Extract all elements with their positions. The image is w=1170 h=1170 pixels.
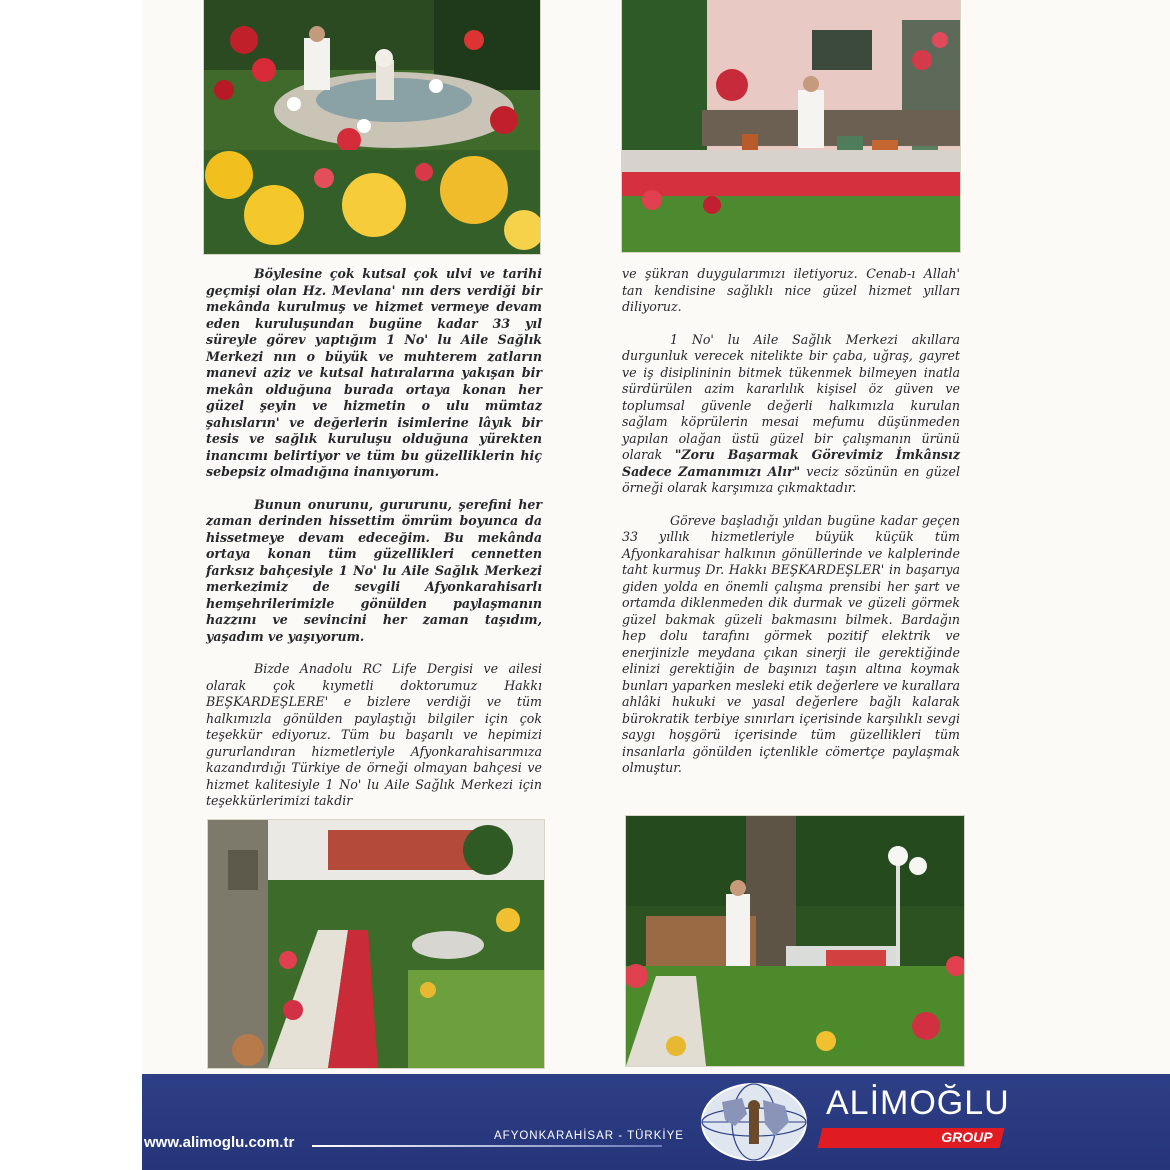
group-badge [818, 1128, 1005, 1148]
right-paragraph-2 [622, 332, 960, 497]
right-paragraph-2-b: veciz sözünün en güzel örneği olarak karşımıza çıkmaktadır. [622, 463, 960, 495]
footer-banner [142, 1074, 1170, 1170]
footer-divider [312, 1145, 662, 1147]
photo-doctor-building [622, 0, 960, 252]
left-paragraph-3: Bizde Anadolu RC Life Dergisi ve ailesi olarak çok kıymetli doktorumuz Hakkı BEŞKARDEŞLERE' e bizlere verdiği ve tüm halkımızla gönülden paylaştığı bilgiler için çok teşekkür ediyoruz. Tüm bu başarılı ve hepimizi gururlandıran hizmetleriyle Afyonkarahisarımıza kazandırdığı Türkiye de örneği olmayan bahçesi ve hizmet kalitesiyle 1 No' lu Aile Sağlık Merkezi için teşekkürlerimizi takdir [206, 661, 542, 808]
photo-doctor-garden-tree [626, 816, 964, 1066]
left-paragraph-1: Böylesine çok kutsal çok ulvi ve tarihi geçmişi olan Hz. Mevlana' nın ders verdiği bir mekânda kurulmuş ve hizmet vermeye devam eden kuruluşundan bugüne kadar 33 yıl süreyle görev yaptığım 1 No' lu Aile Sağlık Merkezi nın o büyük ve muhterem zatların manevi aziz ve kutsal hatıralarına yakışan bir mekân olduğuna burada ortaya konan her güzel şeyin ve hizmetin o ulu mümtaz şahısların' ve değerlerin isimlerine lâyık bir tesis ve sağlık kuruluşu olduğuna yürekten inancımı belirtiyor ve tüm bu güzelliklerin hiç sebepsiz olmadığına inanıyorum. [206, 266, 542, 479]
group-label: GROUP [940, 1129, 993, 1145]
right-paragraph-2-a: 1 No' lu Aile Sağlık Merkezi akıllara durgunluk verecek nitelikte bir çaba, uğraş, gayret ve iş disiplininin bitmek tükenmek bilmeyen inatla sürdürülen azim kararlılık kişisel öz güven ve toplumsal güvenle değerli halkımızla kurulan sağlam köprülerin mesai mefumu düşünmeden yapılan olağan üstü güzel bir çalışmanın ürünü olarak [622, 331, 960, 462]
brand-logo: ALİMOĞLU [826, 1084, 1010, 1122]
photo-garden-path [208, 820, 544, 1068]
right-text-column [622, 266, 960, 793]
location-label: AFYONKARAHİSAR - TÜRKİYE [494, 1130, 684, 1142]
right-paragraph-3: Göreve başladığı yıldan bugüne kadar geçen 33 yıllık hizmetleriyle büyük küçük tüm Afyonkarahisar halkının gönüllerinde ve kalplerinde taht kurmuş Dr. Hakkı BEŞKARDEŞLER' in başarıya giden yolda en önemli çalışma prensibi her şart ve ortamda diklenmeden dik durmak ve güzeli görmek güzel bakmak güzeli bakmasını bilmek. Bardağın hep dolu tarafını görmek pozitif elektrik ve enerjinizle meydana çıkan sinerji ile gerektiğinde elinizi gerektiğin de başınızı taşın altına koymak bunları yaparken mesleki etik değerlere ve kurallara ahlâki hukuki ve yasal değerlere bağlı kalarak bürokratik terbiye sınırları içerisinde karşılıklı sevgi saygı hoşgörü içerisinde tüm güzellikleri tüm insanlarla gönülden içtenlikle cömertçe paylaşmak olmuştur. [622, 512, 960, 775]
motto-quote: "Zoru Başarmak Görevimiz İmkânsız Sadece Zamanımızı Alır" [622, 447, 960, 479]
right-paragraph-1: ve şükran duygularımızı iletiyoruz. Cenab-ı Allah' tan kendisine sağlıklı nice güzel hizmet yılları diliyoruz. [622, 266, 960, 314]
photo-garden-fountain [204, 0, 540, 254]
globe-logo-icon [697, 1080, 811, 1164]
magazine-page [142, 0, 1170, 1170]
left-paragraph-2: Bunun onurunu, gururunu, şerefini her zaman derinden hissettim ömrüm boyunca da hissetmeye devam edeceğim. Bu mekânda ortaya konan tüm güzellikleri cennetten farksız bahçesiyle 1 No' lu Aile Sağlık Merkezi merkezimiz de sevgili Afyonkarahisarlı hemşehrilerimizle gönülden paylaşmanın hazzını ve sevincini her zaman taşıdım, yaşadım ve yaşıyorum. [206, 496, 542, 644]
left-text-column [206, 266, 542, 826]
website-link[interactable]: www.alimoglu.com.tr [144, 1134, 295, 1151]
